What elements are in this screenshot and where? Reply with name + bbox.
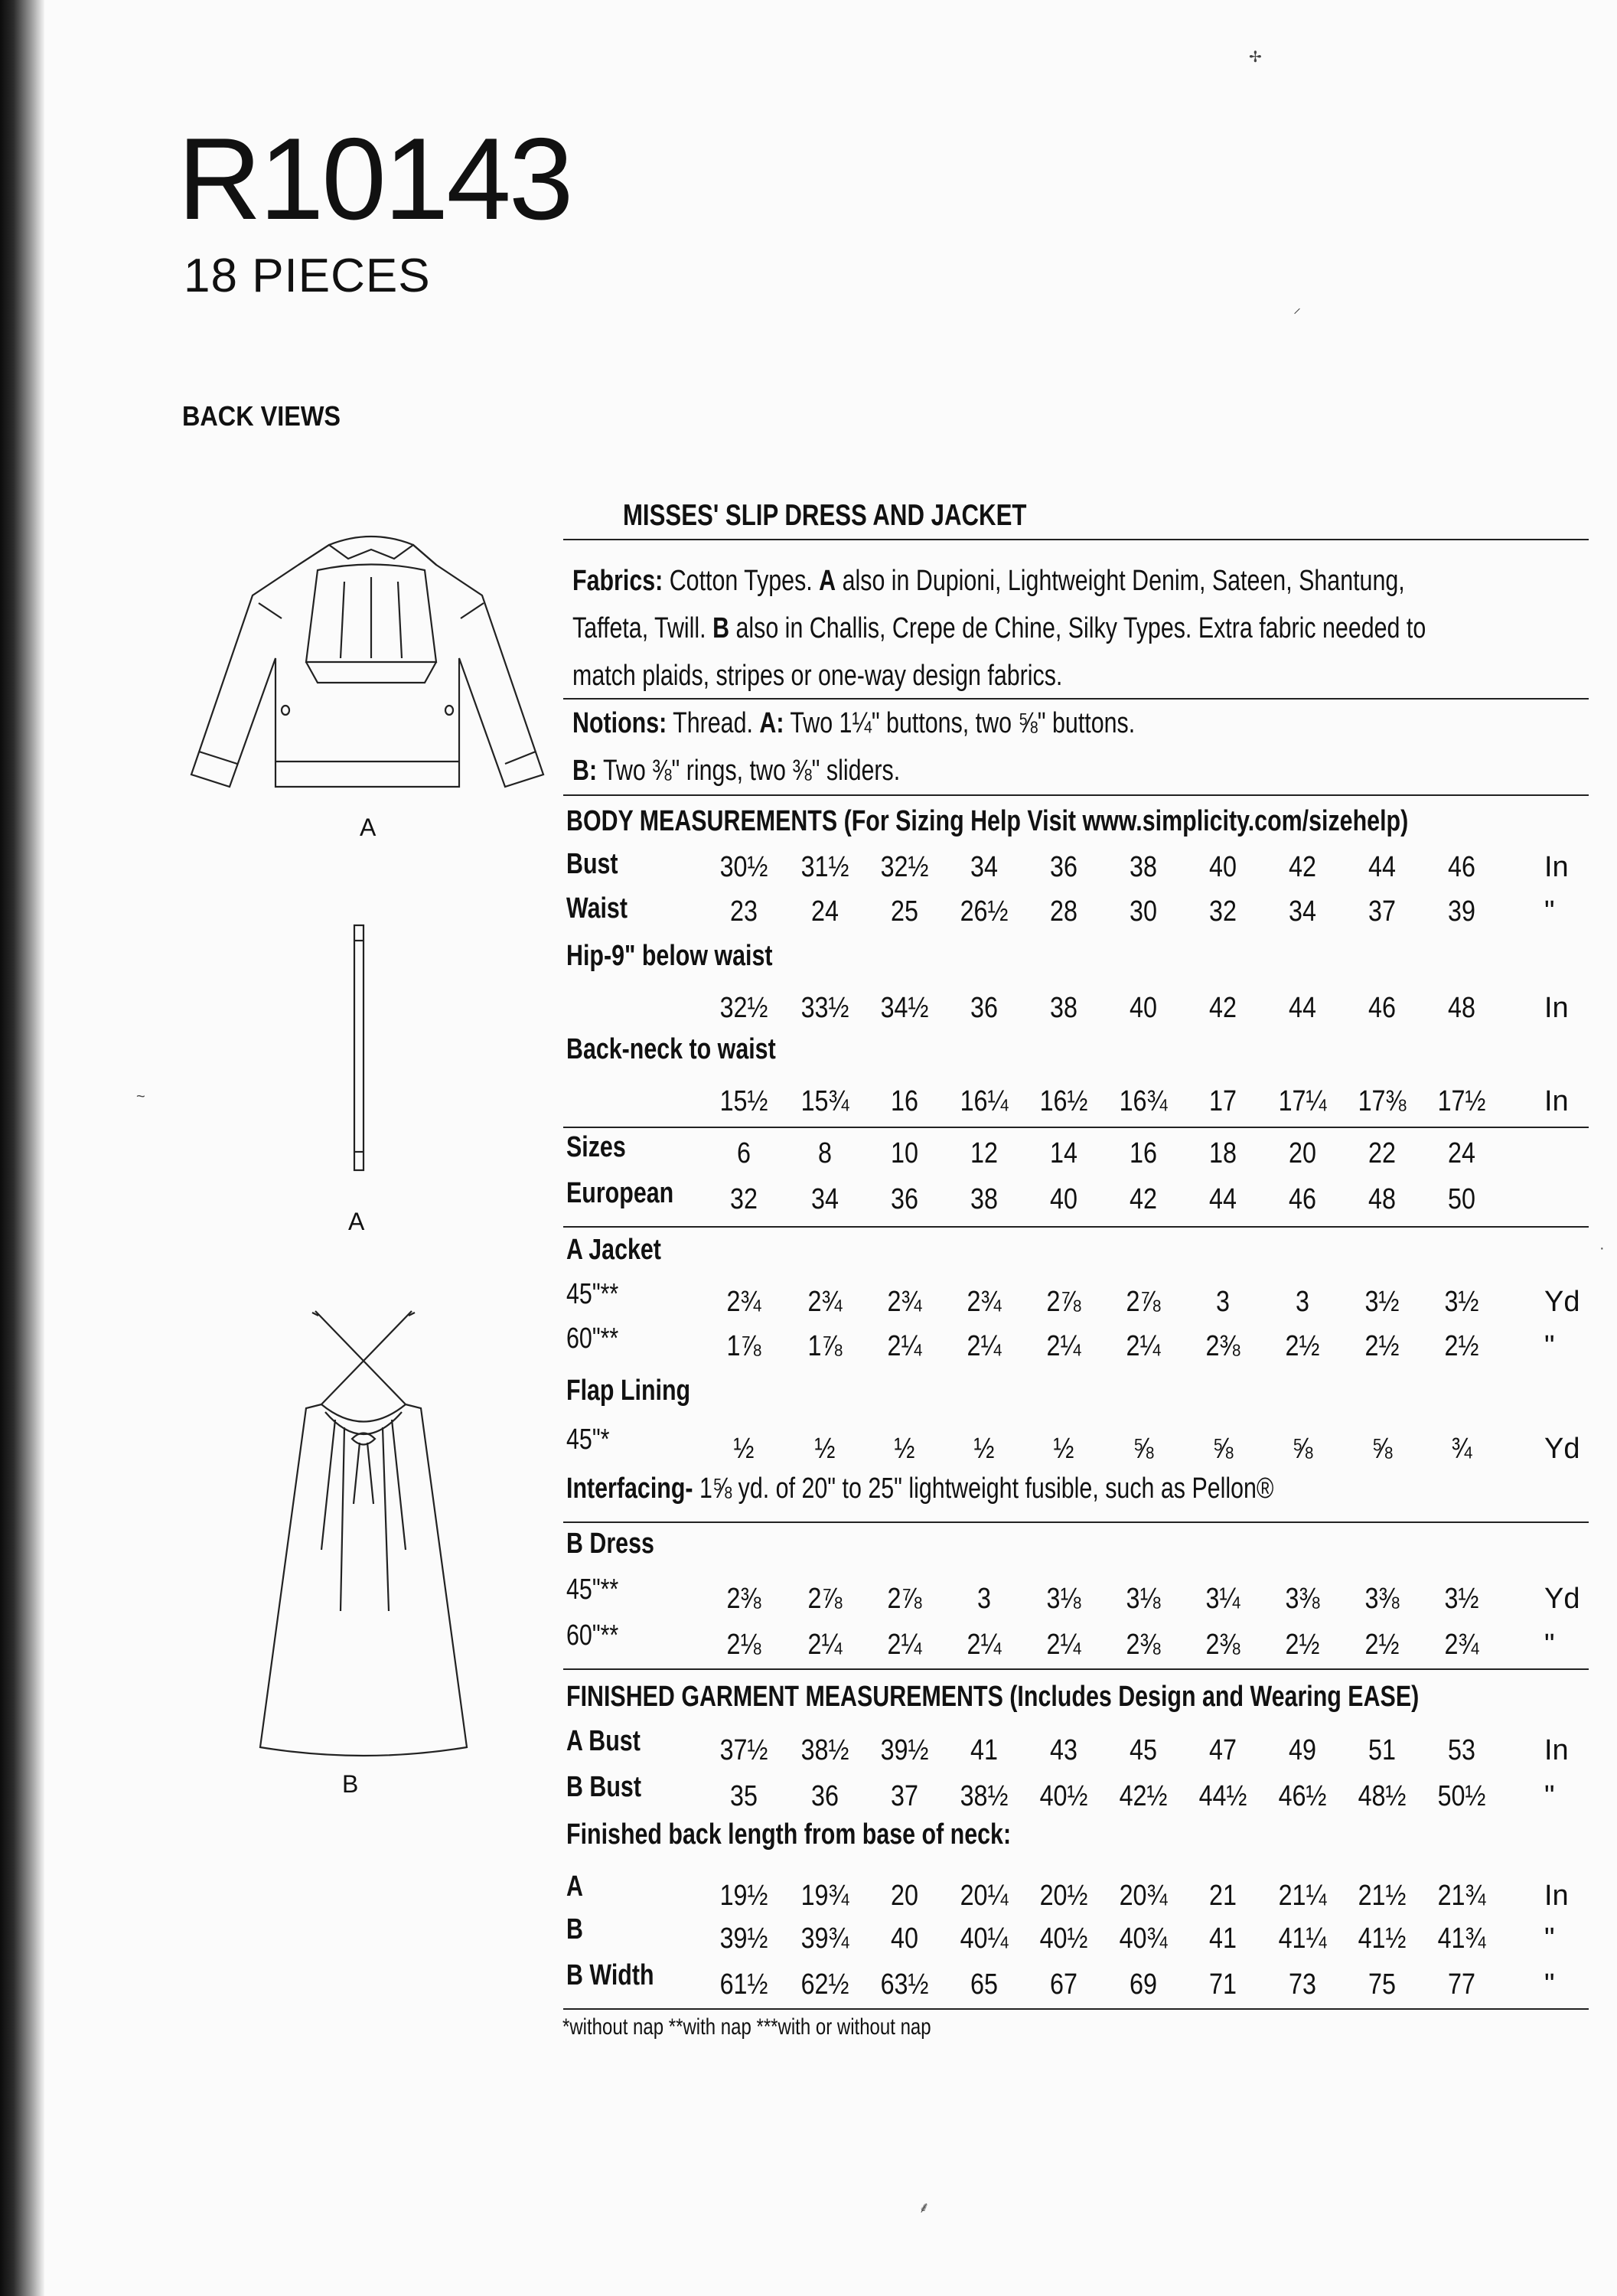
table-cell: 24 <box>811 895 839 928</box>
table-cell: 2⅛ <box>726 1629 761 1661</box>
page-edge-shadow <box>0 0 44 2296</box>
pattern-number: R10143 <box>178 114 572 244</box>
table-cell: 16½ <box>1039 1085 1088 1117</box>
scan-speck: ⸙ <box>918 2200 930 2216</box>
divider <box>563 2008 1589 2010</box>
table-cell: 17 <box>1209 1085 1237 1117</box>
table-cell: 41¼ <box>1278 1923 1327 1955</box>
row-label: 45"* <box>566 1424 610 1456</box>
table-cell: 34 <box>1289 895 1316 928</box>
fabrics-view-b: B <box>712 612 730 644</box>
table-cell: 38 <box>1130 851 1157 883</box>
table-cell: 3⅛ <box>1046 1583 1081 1615</box>
table-cell: 43 <box>1050 1734 1077 1766</box>
table-cell: ½ <box>973 1433 995 1465</box>
fabrics-view-a: A <box>819 565 836 597</box>
row-label: B <box>566 1913 583 1945</box>
divider <box>563 1226 1589 1228</box>
table-cell: 2¾ <box>807 1286 843 1318</box>
table-cell: 3½ <box>1364 1286 1400 1318</box>
table-cell: 44½ <box>1198 1780 1247 1812</box>
table-cell: 45 <box>1130 1734 1157 1766</box>
table-cell: 21 <box>1209 1880 1237 1912</box>
table-cell: 2¼ <box>967 1330 1002 1362</box>
table-cell: 3 <box>977 1583 991 1615</box>
table-cell: 2⅜ <box>726 1583 761 1615</box>
table-cell: 48 <box>1448 992 1475 1024</box>
table-cell: 40 <box>1130 992 1157 1024</box>
table-cell: ⅝ <box>1212 1433 1234 1465</box>
table-cell: 48½ <box>1358 1780 1407 1812</box>
garment-title: MISSES' SLIP DRESS AND JACKET <box>622 499 1027 532</box>
row-label: A Bust <box>566 1725 641 1757</box>
table-cell: 15½ <box>719 1085 768 1117</box>
fabrics-line2a: Taffeta, Twill. <box>572 612 713 644</box>
table-cell: 2¼ <box>1046 1330 1081 1362</box>
row-label: 45"** <box>566 1574 619 1606</box>
row-label: Hip-9" below waist <box>566 940 773 972</box>
table-cell: 39¾ <box>800 1923 849 1955</box>
table-cell: 46 <box>1289 1183 1316 1215</box>
unit-label: Yd <box>1544 1583 1580 1615</box>
unit-label: In <box>1544 992 1569 1024</box>
row-label: B Bust <box>566 1771 641 1803</box>
table-cell: 1⅞ <box>807 1330 843 1362</box>
table-cell: 30½ <box>719 851 768 883</box>
table-cell: 37½ <box>719 1734 768 1766</box>
table-cell: 12 <box>970 1137 998 1169</box>
table-cell: 2¾ <box>967 1286 1002 1318</box>
table-cell: 38 <box>1050 992 1077 1024</box>
table-cell: 2¼ <box>887 1629 922 1661</box>
row-label: Waist <box>566 892 628 925</box>
table-cell: 3⅛ <box>1126 1583 1161 1615</box>
fabrics-line2b: also in Challis, Crepe de Chine, Silky Types. Extra fabric needed to <box>729 612 1426 644</box>
table-cell: 38½ <box>800 1734 849 1766</box>
table-cell: 18 <box>1209 1137 1237 1169</box>
table-cell: 51 <box>1368 1734 1396 1766</box>
notions-view-b: B: <box>572 755 598 787</box>
table-cell: ½ <box>733 1433 755 1465</box>
table-cell: 33½ <box>800 992 849 1024</box>
table-cell: 41 <box>1209 1923 1237 1955</box>
table-cell: 2¾ <box>726 1286 761 1318</box>
fabrics-line3: match plaids, stripes or one-way design fabrics. <box>572 660 1063 692</box>
table-cell: 2⅜ <box>1205 1330 1240 1362</box>
unit-label: " <box>1544 895 1555 928</box>
table-cell: 2⅜ <box>1205 1629 1240 1661</box>
divider <box>563 1521 1589 1523</box>
divider <box>563 1668 1589 1670</box>
table-cell: 40½ <box>1039 1780 1088 1812</box>
footnote: *without nap **with nap ***with or without nap <box>562 2014 931 2040</box>
unit-label: In <box>1544 1734 1569 1766</box>
table-cell: 1⅞ <box>726 1330 761 1362</box>
table-cell: 49 <box>1289 1734 1316 1766</box>
row-label: Back-neck to waist <box>566 1033 776 1065</box>
table-cell: 17¼ <box>1278 1085 1327 1117</box>
table-cell: 40½ <box>1039 1923 1088 1955</box>
notions-line2b: Two ⅜" rings, two ⅜" sliders. <box>597 755 901 787</box>
interfacing-label: Interfacing- <box>566 1473 693 1505</box>
table-cell: 44 <box>1209 1183 1237 1215</box>
table-cell: 2⅜ <box>1126 1629 1161 1661</box>
fabrics-text <box>572 557 1426 700</box>
table-cell: 39 <box>1448 895 1475 928</box>
table-cell: 41½ <box>1358 1923 1407 1955</box>
unit-label: " <box>1544 1968 1555 2001</box>
table-cell: ⅝ <box>1371 1433 1393 1465</box>
view-label-b-dress: B <box>342 1770 359 1798</box>
table-cell: 46½ <box>1278 1780 1327 1812</box>
table-cell: 40 <box>891 1923 918 1955</box>
table-cell: 32½ <box>719 992 768 1024</box>
fabrics-line1: Cotton Types. <box>663 565 820 597</box>
table-cell: 20 <box>1289 1137 1316 1169</box>
row-label: 60"** <box>566 1619 619 1652</box>
row-label: B Width <box>566 1959 654 1991</box>
table-cell: ¾ <box>1451 1433 1472 1465</box>
table-cell: 73 <box>1289 1968 1316 2001</box>
table-cell: 2¼ <box>967 1629 1002 1661</box>
table-cell: 41¾ <box>1437 1923 1486 1955</box>
table-cell: 2¾ <box>1444 1629 1479 1661</box>
table-cell: 3⅜ <box>1364 1583 1400 1615</box>
table-cell: 24 <box>1448 1137 1475 1169</box>
table-cell: ⅝ <box>1292 1433 1313 1465</box>
scan-speck: ✢ <box>1249 49 1262 66</box>
table-cell: 32½ <box>880 851 929 883</box>
table-cell: 50½ <box>1437 1780 1486 1812</box>
table-cell: 3½ <box>1444 1286 1479 1318</box>
table-cell: 3 <box>1216 1286 1230 1318</box>
table-cell: 2⅞ <box>1126 1286 1161 1318</box>
unit-label: " <box>1544 1330 1555 1362</box>
table-cell: 2⅞ <box>1046 1286 1081 1318</box>
table-cell: 32 <box>730 1183 758 1215</box>
table-cell: 36 <box>1050 851 1077 883</box>
flap-lining-heading: Flap Lining <box>566 1375 691 1407</box>
divider <box>563 1127 1589 1128</box>
fabrics-label: Fabrics: <box>572 565 663 597</box>
view-label-a-jacket: A <box>360 814 377 841</box>
row-label: European <box>566 1177 674 1209</box>
table-cell: 42 <box>1130 1183 1157 1215</box>
table-cell: 30 <box>1130 895 1157 928</box>
table-cell: 21½ <box>1358 1880 1407 1912</box>
table-cell: 3 <box>1296 1286 1309 1318</box>
table-cell: 19½ <box>719 1880 768 1912</box>
unit-label: " <box>1544 1629 1555 1661</box>
unit-label: In <box>1544 1880 1569 1912</box>
table-cell: 77 <box>1448 1968 1475 2001</box>
table-cell: 40¾ <box>1119 1923 1168 1955</box>
table-cell: 42 <box>1209 992 1237 1024</box>
row-label: 45"** <box>566 1278 619 1310</box>
table-cell: 37 <box>1368 895 1396 928</box>
unit-label: " <box>1544 1923 1555 1955</box>
scan-speck: ~ <box>136 1088 145 1105</box>
unit-label: Yd <box>1544 1286 1580 1318</box>
back-length-heading: Finished back length from base of neck: <box>566 1818 1012 1851</box>
table-cell: 41 <box>970 1734 998 1766</box>
table-cell: 46 <box>1368 992 1396 1024</box>
table-cell: 32 <box>1209 895 1237 928</box>
table-cell: 47 <box>1209 1734 1237 1766</box>
table-cell: 2¾ <box>887 1286 922 1318</box>
table-cell: 65 <box>970 1968 998 2001</box>
table-cell: 6 <box>737 1137 751 1169</box>
view-label-a-tie: A <box>348 1208 365 1235</box>
table-cell: 67 <box>1050 1968 1077 2001</box>
table-cell: 44 <box>1289 992 1316 1024</box>
unit-label: " <box>1544 1780 1555 1812</box>
table-cell: 23 <box>730 895 758 928</box>
dress-back-sketch <box>253 1305 474 1764</box>
body-measurements-heading: BODY MEASUREMENTS (For Sizing Help Visit www.simplicity.com/sizehelp) <box>566 805 1409 837</box>
unit-label: In <box>1544 1085 1569 1117</box>
tie-sketch <box>348 922 371 1175</box>
table-cell: 42½ <box>1119 1780 1168 1812</box>
table-cell: 34½ <box>880 992 929 1024</box>
table-cell: 40 <box>1209 851 1237 883</box>
table-cell: 34 <box>970 851 998 883</box>
table-cell: 42 <box>1289 851 1316 883</box>
table-cell: 38 <box>970 1183 998 1215</box>
table-cell: 25 <box>891 895 918 928</box>
table-cell: 2½ <box>1364 1629 1400 1661</box>
notions-label: Notions: <box>572 707 667 739</box>
table-cell: 36 <box>891 1183 918 1215</box>
table-cell: 31½ <box>800 851 849 883</box>
table-cell: 3¼ <box>1205 1583 1240 1615</box>
table-cell: 44 <box>1368 851 1396 883</box>
table-cell: 75 <box>1368 1968 1396 2001</box>
table-cell: 37 <box>891 1780 918 1812</box>
table-cell: 2⅞ <box>887 1583 922 1615</box>
unit-label: In <box>1544 851 1569 883</box>
interfacing-text: 1⅝ yd. of 20" to 25" lightweight fusible, such as Pellon® <box>693 1473 1274 1505</box>
row-label: Bust <box>566 848 618 880</box>
row-label: A <box>566 1870 583 1903</box>
table-cell: 69 <box>1130 1968 1157 2001</box>
table-cell: 35 <box>730 1780 758 1812</box>
finished-measurements-heading: FINISHED GARMENT MEASUREMENTS (Includes Design and Wearing EASE) <box>566 1681 1420 1713</box>
table-cell: 38½ <box>960 1780 1009 1812</box>
fabrics-line1b: also in Dupioni, Lightweight Denim, Sateen, Shantung, <box>836 565 1405 597</box>
table-cell: 2½ <box>1444 1330 1479 1362</box>
unit-label: Yd <box>1544 1433 1580 1465</box>
table-cell: 16 <box>1130 1137 1157 1169</box>
table-cell: 8 <box>818 1137 832 1169</box>
table-cell: 50 <box>1448 1183 1475 1215</box>
table-cell: 2½ <box>1364 1330 1400 1362</box>
table-cell: 17½ <box>1437 1085 1486 1117</box>
table-cell: 40 <box>1050 1183 1077 1215</box>
table-cell: 10 <box>891 1137 918 1169</box>
table-cell: 22 <box>1368 1137 1396 1169</box>
table-cell: 16 <box>891 1085 918 1117</box>
table-cell: 28 <box>1050 895 1077 928</box>
table-cell: 62½ <box>800 1968 849 2001</box>
table-cell: 20¾ <box>1119 1880 1168 1912</box>
table-cell: 46 <box>1448 851 1475 883</box>
table-cell: 39½ <box>719 1923 768 1955</box>
table-cell: 20½ <box>1039 1880 1088 1912</box>
table-cell: 2½ <box>1285 1330 1320 1362</box>
table-cell: 34 <box>811 1183 839 1215</box>
table-cell: 16¾ <box>1119 1085 1168 1117</box>
row-label: Sizes <box>566 1131 626 1163</box>
table-cell: 15¾ <box>800 1085 849 1117</box>
notions-view-a: A: <box>759 707 784 739</box>
notions-text <box>572 700 1135 794</box>
dress-heading: B Dress <box>566 1528 654 1560</box>
table-cell: 20 <box>891 1880 918 1912</box>
table-cell: 17⅜ <box>1358 1085 1407 1117</box>
table-cell: ½ <box>814 1433 836 1465</box>
divider <box>563 539 1589 540</box>
table-cell: 48 <box>1368 1183 1396 1215</box>
divider <box>563 794 1589 796</box>
table-cell: 40¼ <box>960 1923 1009 1955</box>
table-cell: 21¼ <box>1278 1880 1327 1912</box>
table-cell: 53 <box>1448 1734 1475 1766</box>
table-cell: 36 <box>811 1780 839 1812</box>
interfacing-note <box>566 1473 1273 1505</box>
row-label: 60"** <box>566 1322 619 1355</box>
table-cell: 63½ <box>880 1968 929 2001</box>
table-cell: 2¼ <box>1126 1330 1161 1362</box>
back-views-heading: BACK VIEWS <box>182 400 341 432</box>
jacket-heading: A Jacket <box>566 1234 661 1266</box>
scan-speck: · <box>1599 1240 1605 1257</box>
table-cell: ½ <box>894 1433 915 1465</box>
table-cell: 2¼ <box>1046 1629 1081 1661</box>
table-cell: ⅝ <box>1133 1433 1154 1465</box>
table-cell: ½ <box>1053 1433 1074 1465</box>
table-cell: 36 <box>970 992 998 1024</box>
notions-line1: Thread. <box>667 707 760 739</box>
table-cell: 2¼ <box>807 1629 843 1661</box>
table-cell: 26½ <box>960 895 1009 928</box>
table-cell: 2⅞ <box>807 1583 843 1615</box>
table-cell: 3⅜ <box>1285 1583 1320 1615</box>
scan-speck: ⸍ <box>1293 306 1301 323</box>
table-cell: 3½ <box>1444 1583 1479 1615</box>
table-cell: 14 <box>1050 1137 1077 1169</box>
notions-line1b: Two 1¼" buttons, two ⅝" buttons. <box>784 707 1136 739</box>
table-cell: 39½ <box>880 1734 929 1766</box>
table-cell: 71 <box>1209 1968 1237 2001</box>
jacket-back-sketch <box>184 528 559 811</box>
pieces-count: 18 PIECES <box>184 249 431 302</box>
table-cell: 20¼ <box>960 1880 1009 1912</box>
table-cell: 2¼ <box>887 1330 922 1362</box>
table-cell: 2½ <box>1285 1629 1320 1661</box>
table-cell: 61½ <box>719 1968 768 2001</box>
table-cell: 16¼ <box>960 1085 1009 1117</box>
table-cell: 19¾ <box>800 1880 849 1912</box>
table-cell: 21¾ <box>1437 1880 1486 1912</box>
